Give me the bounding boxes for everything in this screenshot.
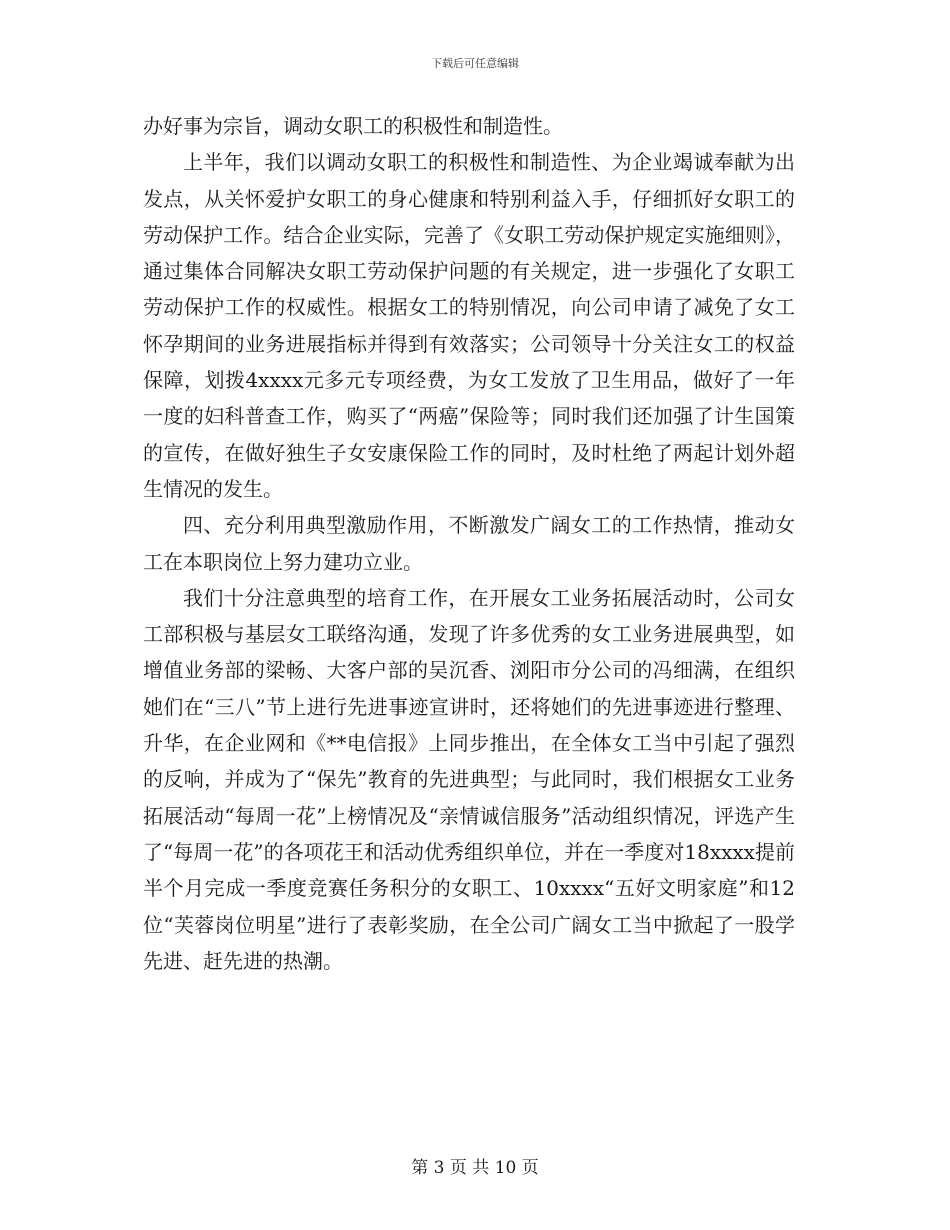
paragraph-3: 四、充分利用典型激励作用，不断激发广阔女工的工作热情，推动女工在本职岗位上努力建功立业。 <box>143 513 795 574</box>
page-footer <box>0 1153 950 1178</box>
header-note: 下载后可任意编辑 <box>431 57 519 70</box>
page-number: 第 3 页 共 10 页 <box>411 1158 539 1178</box>
paragraph-1: 办好事为宗旨，调动女职工的积极性和制造性。 <box>143 114 563 138</box>
paragraph-2: 上半年，我们以调动女职工的积极性和制造性、为企业竭诚奉献为出发点，从关怀爱护女职工的身心健康和特别利益入手，仔细抓好女职工的劳动保护工作。结合企业实际，完善了《女职工劳动保护规定实施细则》，通过集体合同解决女职工劳动保护问题的有关规定，进一步强化了女职工劳动保护工作的权威性。根据女工的特别情况，向公司申请了减免了女工怀孕期间的业务进展指标并得到有效落实；公司领导十分关注女工的权益保障，划拨4xxxx元多元专项经费，为女工发放了卫生用品，做好了一年一度的妇科普查工作，购买了“两癌”保险等；同时我们还加强了计生国策的宣传，在做好独生子女安康保险工作的同时，及时杜绝了两起计划外超生情况的发生。 <box>143 150 795 501</box>
page-header <box>0 55 950 71</box>
document-body <box>143 108 795 979</box>
paragraph-4: 我们十分注意典型的培育工作，在开展女工业务拓展活动时，公司女工部积极与基层女工联络沟通，发现了许多优秀的女工业务进展典型，如增值业务部的梁畅、大客户部的吴沉香、浏阳市分公司的冯细满，在组织她们在“三八”节上进行先进事迹宣讲时，还将她们的先进事迹进行整理、升华，在企业网和《**电信报》上同步推出，在全体女工当中引起了强烈的反响，并成为了“保先”教育的先进典型；与此同时，我们根据女工业务拓展活动“每周一花”上榜情况及“亲情诚信服务”活动组织情况，评选产生了“每周一花”的各项花王和活动优秀组织单位，并在一季度对18xxxx提前半个月完成一季度竞赛任务积分的女职工、10xxxx“五好文明家庭”和12位“芙蓉岗位明星”进行了表彰奖励，在全公司广阔女工当中掀起了一股学先进、赶先进的热潮。 <box>143 585 795 973</box>
